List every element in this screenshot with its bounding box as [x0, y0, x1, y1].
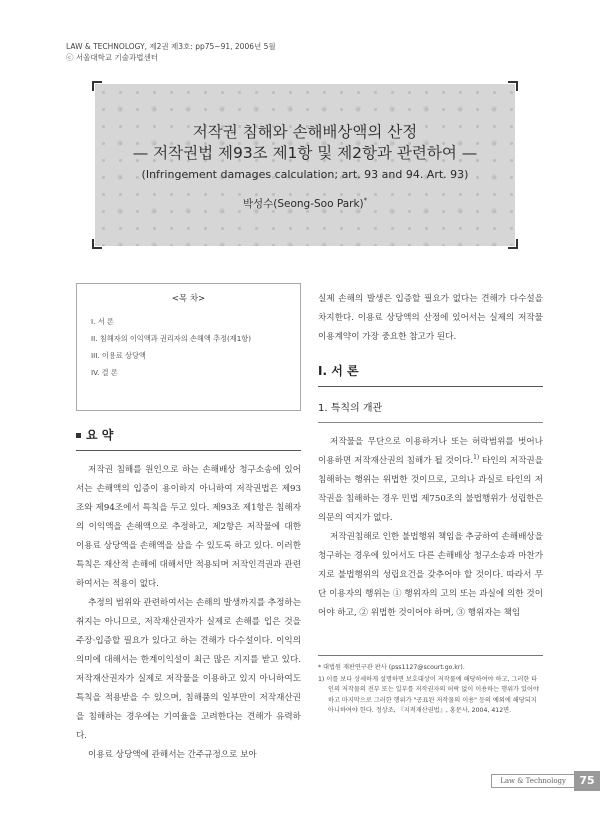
title-block [95, 84, 515, 246]
journal-citation: LAW & TECHNOLOGY, 제2권 제3호: pp75~91, 2006년 5월 [66, 42, 276, 51]
toc-item: II. 침해자의 이익액과 권리자의 손해액 추정(제1항) [91, 334, 252, 343]
page-number: 75 [574, 771, 600, 791]
running-header [66, 41, 276, 63]
body-text: 저작물을 무단으로 이용하거나 또는 허락범위를 벗어나 이용하면 저작재산권의 침해가 될 것이다. [318, 437, 543, 466]
toc-title: <목 차> [171, 294, 206, 304]
summary-paragraph: 이용료 상당액에 관해서는 간주규정으로 보아 [88, 750, 257, 760]
body-paragraph [318, 433, 543, 528]
footnotes [318, 655, 543, 718]
page-folio [491, 771, 600, 791]
left-column [76, 283, 301, 765]
summary-paragraph: 저작권 침해를 원인으로 하는 손해배상 청구소송에 있어서는 손해액의 입증이 용이하지 아니하여 저작권법은 제93조와 제94조에서 특칙을 두고 있다. 제93조 제1항은 침해자의 이익액을 손해액으로 추정하고, 제2항은 저작물에 대한 이용료 상당액을 손해액을 삼을 수 있도록 하고 있다. 이러한 특칙은 재산적 손해에 대해서만 적용되며 저작인격권과 관련하여서는 적용이 없다. [76, 465, 301, 589]
subsection-heading: 1. 특칙의 개관 [318, 399, 543, 423]
right-column [318, 290, 543, 623]
toc-item: III. 이용료 상당액 [91, 351, 146, 360]
summary-paragraph: 추정의 범위와 관련하여서는 손해의 발생까지를 추정하는 취지는 아니므로, 저작재산권자가 실제로 손해를 입은 것을 주장·입증할 필요가 있다고 하는 견해가 다수설이다. 이익의 의미에 대해서는 한계이익설이 최근 많은 지지를 받고 있다. 저작재산권자가 실제로 저작물을 이용하고 있지 아니하여도 특칙을 적용받을 수 있으며, 침해품의 일부만이 저작재산권을 침해하는 경우에는 기여율을 고려한다는 견해가 유력하다. [76, 598, 301, 741]
corner-mark [508, 81, 518, 91]
author-footnote-mark: * [363, 196, 368, 205]
toc-item: I. 서 론 [91, 317, 114, 326]
summary-continuation: 실제 손해의 발생은 입증할 필요가 없다는 견해가 다수설을 차지한다. 이용료 상당액의 산정에 있어서는 실제의 저작물 이용계약이 가장 중요한 참고가 된다. [318, 294, 543, 342]
publisher-line: ⓒ 서울대학교 기술과법센터 [66, 53, 158, 62]
body-paragraph: 저작권침해로 인한 불법행위 책임을 추궁하여 손해배상을 청구하는 경우에 있어서도 다른 손해배상 청구소송과 마찬가지로 불법행위의 성립요건을 갖추어야 할 것이다. 따라서 무단 이용자의 행위는 ① 행위자의 고의 또는 과실에 의한 것이어야 하고, ② 위법한 것이어야 하며, ③ 행위자는 책임 [318, 532, 543, 618]
square-bullet-icon [76, 433, 81, 438]
folio-journal-label: Law & Technology [491, 774, 574, 788]
section-heading-introduction: I. 서 론 [318, 362, 543, 387]
corner-mark [508, 239, 518, 249]
footnote-reference: 1) [473, 454, 480, 462]
corner-mark [92, 239, 102, 249]
footnote: * 대법원 재판연구관 판사 (pss1127@scourt.go.kr). [318, 664, 465, 671]
toc-list [91, 313, 300, 381]
author-line [95, 196, 515, 211]
author-name: 박성수(Seong-Soo Park) [242, 198, 364, 210]
article-title-english: (Infringement damages calculation; art. 93 and 94. Art. 93) [141, 168, 469, 181]
table-of-contents [76, 283, 301, 411]
summary-heading-text: 요 약 [86, 428, 114, 442]
toc-item: IV. 결 론 [91, 368, 118, 377]
summary-heading [76, 426, 301, 451]
article-subtitle: — 저작권법 제93조 제1항 및 제2항과 관련하여 — [132, 144, 478, 162]
footnote: 1) 이를 보다 상세하게 설명하면 보호대상이 저작물에 해당하여야 하고, 그러한 타인의 저작물의 전부 또는 일부를 저작권자의 허락 없이 이용하는 행위가 있어야 하고 마지막으로 그러한 행위가 "공표된 저작물의 이용" 등의 예외에 해당되지 아니하여야 한다. 정상조, 『지적재산권법』, 홍문사, 2004, 412면. [318, 675, 539, 714]
corner-mark [92, 81, 102, 91]
title-text-group [95, 122, 515, 211]
body-text: 타인의 저작권을 침해하는 행위는 위법한 것이므로, 고의나 과실로 타인의 저작권을 침해하는 경우 민법 제750조의 불법행위가 성립한은 의문의 여지가 없다. [318, 456, 543, 523]
article-title: 저작권 침해와 손해배상액의 산정 [192, 123, 418, 141]
